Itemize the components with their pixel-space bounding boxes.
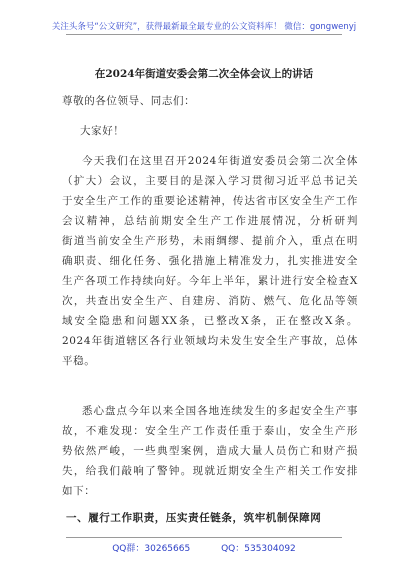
paragraph-line: （扩大）会议，主要目的是深入学习贯彻习近平总书记关 [62,175,358,187]
greeting: 大家好！ [80,125,125,137]
header-divider [66,34,342,35]
footer-contacts [0,541,408,554]
paragraph-line: 失，给我们敲响了警钟。现就近期安全生产相关工作安排 [62,465,358,477]
paragraph-line: 如下： [62,485,96,497]
paragraph-line: 于安全生产工作的重要论述精神，传达省市区安全生产工作 [62,195,358,207]
paragraph-line: 势依然严峻，一些典型案例，造成大量人员伤亡和财产损 [62,445,358,457]
section-heading: 一、履行工作职责，压实责任链条，筑牢机制保障网 [66,512,322,524]
paragraph-line: 2024年街道辖区各行业领域均未发生安全生产事故，总体 [62,335,358,347]
paragraph-line: 生产各项工作持续向好。今年上半年，累计进行安全检查X [62,275,358,287]
paragraph-line: 会议精神，总结前期安全生产工作进展情况，分析研判 [62,215,358,227]
paragraph-line: 次，共查出安全生产、自建房、消防、燃气、危化品等领 [62,295,358,307]
paragraph-line: 确职责、细化任务、强化措施上精准发力，扎实推进安全 [62,255,358,267]
qq-group: QQ群：30265665 [112,544,191,554]
paragraph-line: 街道当前安全生产形势，未雨绸缪、提前介入，重点在明 [62,235,358,247]
paragraph-line: 故，不难发现：安全生产工作责任重于泰山，安全生产形 [62,425,358,437]
paragraph-line: 悉心盘点今年以来全国各地连续发生的多起安全生产事 [82,405,358,417]
salutation: 尊敬的各位领导、同志们： [62,95,196,107]
paragraph-line: 今天我们在这里召开2024年街道安委员会第二次全体 [82,155,358,167]
document-title: 在2024年街道安委会第二次全体会议上的讲话 [94,68,314,80]
qq-number: QQ：535304092 [221,544,296,554]
footer-divider [66,537,342,538]
header-promo: 关注头条号“公文研究”，获得最新最全最专业的公文资料库！ 微信：gongwenyj [51,22,357,32]
paragraph-line: 域安全隐患和问题XX条，已整改X条，正在整改X条。 [62,315,358,327]
paragraph-line: 平稳。 [62,355,96,367]
